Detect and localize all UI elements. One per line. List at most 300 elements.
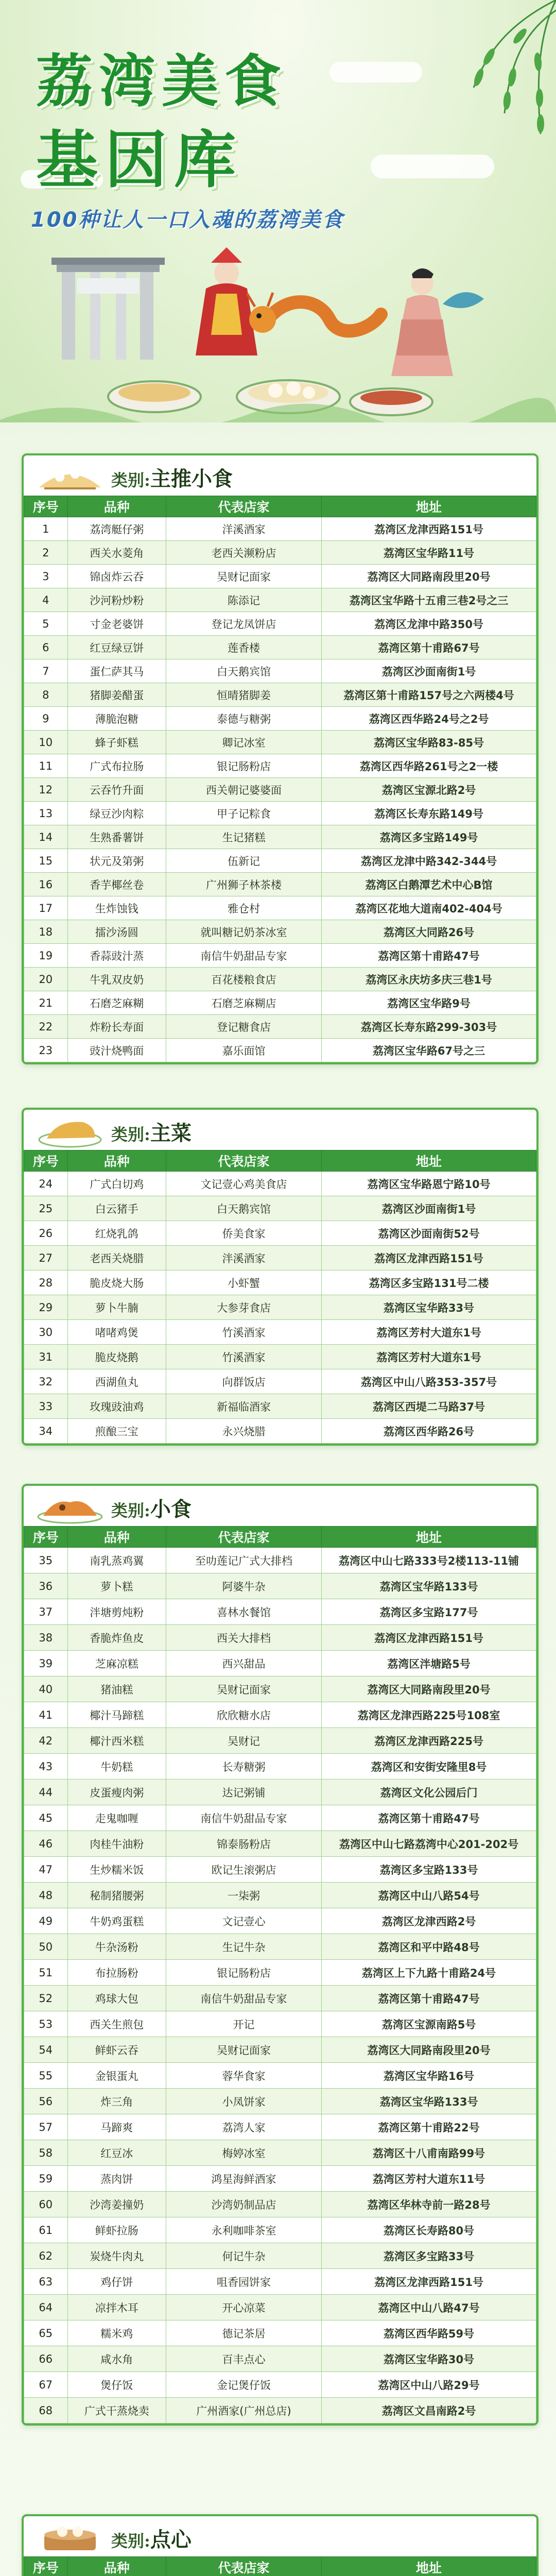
cell-address: 荔湾区第十甫路67号 <box>322 636 536 659</box>
cell-address: 荔湾区十八甫南路99号 <box>322 2140 536 2166</box>
food-illustration-icon <box>34 1111 106 1151</box>
cell-shop: 长寿糖粥 <box>166 1754 321 1780</box>
cell-shop: 何记牛杂 <box>166 2243 321 2269</box>
table-row <box>24 731 536 754</box>
table-row <box>24 1780 536 1805</box>
table-row <box>24 1295 536 1320</box>
table-row <box>24 541 536 565</box>
cell-no: 7 <box>24 659 68 683</box>
food-illustration-icon <box>34 1487 106 1527</box>
slogan: 100种让人一口入魂的荔湾美食 <box>31 208 344 232</box>
cell-shop: 梅婷冰室 <box>166 2140 321 2166</box>
page-subtitle: 基因库 <box>36 124 243 196</box>
col-header-name: 品种 <box>67 496 166 517</box>
table-row <box>24 2140 536 2166</box>
table-row <box>24 825 536 849</box>
food-table <box>24 496 536 1062</box>
cell-shop: 甲子记粽食 <box>166 802 321 825</box>
table-row <box>24 707 536 731</box>
cell-name: 猪油糕 <box>67 1676 166 1702</box>
cell-shop: 侨美食家 <box>166 1221 321 1246</box>
cell-name: 云吞竹升面 <box>67 778 166 802</box>
food-table <box>24 1150 536 1444</box>
cell-no: 15 <box>24 849 68 873</box>
cell-shop: 石磨芝麻糊店 <box>166 991 321 1015</box>
cell-shop: 吴财记面家 <box>166 1676 321 1702</box>
cell-address: 荔湾区龙津西路151号 <box>322 1625 536 1651</box>
cell-no: 44 <box>24 1780 68 1805</box>
cell-address: 荔湾区长寿东路299-303号 <box>322 1015 536 1039</box>
table-row <box>24 849 536 873</box>
col-header-address: 地址 <box>322 496 536 517</box>
cell-address: 荔湾区中山七路荔湾中心201-202号 <box>322 1831 536 1857</box>
cell-address: 荔湾区宝华路30号 <box>322 2346 536 2372</box>
section-3 <box>22 1484 538 2426</box>
cell-no: 46 <box>24 1831 68 1857</box>
cell-address: 荔湾区宝华路16号 <box>322 2063 536 2089</box>
page-title: 荔湾美食 <box>36 48 287 114</box>
cell-no: 59 <box>24 2166 68 2192</box>
table-row <box>24 1345 536 1369</box>
cell-name: 鲜虾拉肠 <box>67 2217 166 2243</box>
cell-shop: 生记猪糕 <box>166 825 321 849</box>
cell-name: 西湖鱼丸 <box>67 1369 166 1394</box>
cell-name: 生炸蚀钱 <box>67 896 166 920</box>
cell-name: 南乳蒸鸡翼 <box>67 1548 166 1573</box>
food-illustration-icon <box>34 456 106 497</box>
table-row <box>24 2295 536 2320</box>
cell-no: 45 <box>24 1805 68 1831</box>
table-row <box>24 2398 536 2424</box>
cell-no: 17 <box>24 896 68 920</box>
col-header-name: 品种 <box>67 1527 166 1548</box>
cell-shop: 鸿星海鲜酒家 <box>166 2166 321 2192</box>
cell-name: 咸水角 <box>67 2346 166 2372</box>
cell-address: 荔湾区西华路26号 <box>322 1419 536 1444</box>
cell-name: 脆皮烧鹅 <box>67 1345 166 1369</box>
cell-address: 荔湾区龙津西路151号 <box>322 1246 536 1270</box>
table-row <box>24 2320 536 2346</box>
table-row <box>24 2243 536 2269</box>
cell-address: 荔湾区宝华路67号之三 <box>322 1039 536 1062</box>
table-row <box>24 1369 536 1394</box>
col-header-address: 地址 <box>322 1150 536 1172</box>
table-row <box>24 778 536 802</box>
table-row <box>24 1015 536 1039</box>
cell-name: 啫啫鸡煲 <box>67 1320 166 1345</box>
cell-address: 荔湾区宝华路恩宁路10号 <box>322 1172 536 1196</box>
lingnan-scene-illustration <box>0 242 556 422</box>
cell-shop: 开记 <box>166 2011 321 2037</box>
cell-shop: 小凤饼家 <box>166 2089 321 2114</box>
category-label: 类别: <box>111 1501 150 1520</box>
cell-shop: 文记壹心鸡美食店 <box>166 1172 321 1196</box>
cell-shop: 吴财记面家 <box>166 565 321 588</box>
table-row <box>24 1172 536 1196</box>
cell-name: 炸粉长寿面 <box>67 1015 166 1039</box>
cell-address: 荔湾区中山八路47号 <box>322 2295 536 2320</box>
cell-no: 48 <box>24 1883 68 1908</box>
cell-address: 荔湾区宝华路11号 <box>322 541 536 565</box>
section-header <box>24 1110 536 1150</box>
section-title <box>111 2523 192 2553</box>
cell-shop: 至叻莲记广式大排档 <box>166 1548 321 1573</box>
cell-shop: 荔湾人家 <box>166 2114 321 2140</box>
cell-no: 32 <box>24 1369 68 1394</box>
cell-address: 荔湾区龙津中路342-344号 <box>322 849 536 873</box>
cell-address: 荔湾区龙津西路225号 <box>322 1728 536 1754</box>
table-row <box>24 754 536 778</box>
cell-no: 4 <box>24 588 68 612</box>
cell-name: 薄脆泡糖 <box>67 707 166 731</box>
cell-address: 荔湾区文化公园后门 <box>322 1780 536 1805</box>
cell-no: 26 <box>24 1221 68 1246</box>
cell-no: 38 <box>24 1625 68 1651</box>
table-row <box>24 1986 536 2011</box>
willow-branch-icon <box>386 0 556 155</box>
table-row <box>24 636 536 659</box>
col-header-address: 地址 <box>322 2557 536 2576</box>
cell-name: 白云猪手 <box>67 1196 166 1221</box>
cell-shop: 欣欣糖水店 <box>166 1702 321 1728</box>
table-row <box>24 1394 536 1419</box>
cell-shop: 卿记冰室 <box>166 731 321 754</box>
table-row <box>24 2011 536 2037</box>
cell-no: 21 <box>24 991 68 1015</box>
cell-name: 走鬼咖喱 <box>67 1805 166 1831</box>
cell-shop: 登记龙凤饼店 <box>166 612 321 636</box>
cell-name: 擂沙汤圆 <box>67 920 166 944</box>
cell-name: 豉汁烧鸭面 <box>67 1039 166 1062</box>
table-row <box>24 2166 536 2192</box>
cell-shop: 竹溪酒家 <box>166 1320 321 1345</box>
col-header-name: 品种 <box>67 2557 166 2576</box>
cell-shop: 雅仓村 <box>166 896 321 920</box>
cell-address: 荔湾区龙津西路225号108室 <box>322 1702 536 1728</box>
col-header-address: 地址 <box>322 1527 536 1548</box>
cell-shop: 吴财记 <box>166 1728 321 1754</box>
cell-address: 荔湾区芳村大道东1号 <box>322 1345 536 1369</box>
opera-figure-icon <box>196 247 257 355</box>
cell-address: 荔湾区芳村大道东1号 <box>322 1320 536 1345</box>
table-row <box>24 1676 536 1702</box>
cell-shop: 南信牛奶甜品专家 <box>166 1986 321 2011</box>
cell-name: 炭烧牛肉丸 <box>67 2243 166 2269</box>
table-row <box>24 873 536 896</box>
cell-no: 63 <box>24 2269 68 2295</box>
cell-name: 寸金老婆饼 <box>67 612 166 636</box>
table-row <box>24 920 536 944</box>
cell-shop: 文记壹心 <box>166 1908 321 1934</box>
table-row <box>24 1728 536 1754</box>
cell-shop: 嘉乐面馆 <box>166 1039 321 1062</box>
cell-name: 生炒糯米饭 <box>67 1857 166 1883</box>
cell-name: 荔湾艇仔粥 <box>67 517 166 541</box>
cell-shop: 永兴烧腊 <box>166 1419 321 1444</box>
cell-shop: 金记煲仔饭 <box>166 2372 321 2398</box>
table-row <box>24 1196 536 1221</box>
cell-address: 荔湾区宝源北路2号 <box>322 778 536 802</box>
cell-name: 牛奶鸡蛋糕 <box>67 1908 166 1934</box>
cell-no: 13 <box>24 802 68 825</box>
cell-shop: 泰德与糖粥 <box>166 707 321 731</box>
cell-no: 8 <box>24 683 68 707</box>
cell-name: 秘制猪腰粥 <box>67 1883 166 1908</box>
table-row <box>24 2063 536 2089</box>
cell-no: 47 <box>24 1857 68 1883</box>
cell-address: 荔湾区多宝路149号 <box>322 825 536 849</box>
table-row <box>24 2037 536 2063</box>
cell-no: 50 <box>24 1934 68 1960</box>
cell-name: 萝卜糕 <box>67 1573 166 1599</box>
section-title <box>111 1493 192 1522</box>
cell-no: 31 <box>24 1345 68 1369</box>
cell-name: 金银蛋丸 <box>67 2063 166 2089</box>
cell-no: 61 <box>24 2217 68 2243</box>
section-4 <box>22 2514 538 2576</box>
cell-name: 广式白切鸡 <box>67 1172 166 1196</box>
cell-address: 荔湾区大同路南段里20号 <box>322 1676 536 1702</box>
cell-no: 37 <box>24 1599 68 1625</box>
table-row <box>24 612 536 636</box>
cell-address: 荔湾区多宝路133号 <box>322 1857 536 1883</box>
cell-no: 64 <box>24 2295 68 2320</box>
cell-address: 荔湾区花地大道南402-404号 <box>322 896 536 920</box>
section-2 <box>22 1108 538 1446</box>
cell-address: 荔湾区中山七路333号2楼113-11铺 <box>322 1548 536 1573</box>
cell-address: 荔湾区宝华路83-85号 <box>322 731 536 754</box>
cell-shop: 沙湾奶制品店 <box>166 2192 321 2217</box>
cell-no: 66 <box>24 2346 68 2372</box>
col-header-shop: 代表店家 <box>166 1150 321 1172</box>
table-row <box>24 1419 536 1444</box>
cell-no: 10 <box>24 731 68 754</box>
cell-shop: 就叫糖记奶茶冰室 <box>166 920 321 944</box>
cell-name: 香脆炸鱼皮 <box>67 1625 166 1651</box>
cell-address: 荔湾区中山八路353-357号 <box>322 1369 536 1394</box>
section-1 <box>22 453 538 1064</box>
cell-address: 荔湾区文昌南路2号 <box>322 2398 536 2424</box>
cell-name: 牛奶糕 <box>67 1754 166 1780</box>
cell-no: 54 <box>24 2037 68 2063</box>
cell-shop: 向群饭店 <box>166 1369 321 1394</box>
cell-address: 荔湾区沙面南街1号 <box>322 1196 536 1221</box>
cell-address: 荔湾区宝华路9号 <box>322 991 536 1015</box>
table-row <box>24 1883 536 1908</box>
cell-shop: 广州酒家(广州总店) <box>166 2398 321 2424</box>
cell-address: 荔湾区西华路24号之2号 <box>322 707 536 731</box>
cell-address: 荔湾区和安街安隆里8号 <box>322 1754 536 1780</box>
table-row <box>24 2346 536 2372</box>
cell-no: 22 <box>24 1015 68 1039</box>
cell-name: 芝麻凉糕 <box>67 1651 166 1676</box>
cell-shop: 老西关濒粉店 <box>166 541 321 565</box>
cell-no: 24 <box>24 1172 68 1196</box>
col-header-shop: 代表店家 <box>166 496 321 517</box>
cell-name: 牛杂汤粉 <box>67 1934 166 1960</box>
cell-no: 20 <box>24 968 68 991</box>
cell-shop: 新福临酒家 <box>166 1394 321 1419</box>
cell-no: 23 <box>24 1039 68 1062</box>
food-illustration-icon <box>34 2517 106 2557</box>
cell-name: 鲜虾云吞 <box>67 2037 166 2063</box>
cell-name: 红豆绿豆饼 <box>67 636 166 659</box>
cell-name: 萝卜牛腩 <box>67 1295 166 1320</box>
lady-figure-icon <box>391 268 484 376</box>
cell-name: 脆皮烧大肠 <box>67 1270 166 1295</box>
table-row <box>24 2217 536 2243</box>
cell-no: 56 <box>24 2089 68 2114</box>
cell-address: 荔湾区宝源南路5号 <box>322 2011 536 2037</box>
cell-shop: 大参芽食店 <box>166 1295 321 1320</box>
table-row <box>24 1599 536 1625</box>
col-header-shop: 代表店家 <box>166 1527 321 1548</box>
cell-no: 11 <box>24 754 68 778</box>
cell-shop: 广州狮子林茶楼 <box>166 873 321 896</box>
cell-no: 58 <box>24 2140 68 2166</box>
cell-no: 19 <box>24 944 68 968</box>
category-name: 小食 <box>150 1497 192 1521</box>
cell-name: 红豆冰 <box>67 2140 166 2166</box>
cell-address: 荔湾区芳村大道东11号 <box>322 2166 536 2192</box>
cell-shop: 泮溪酒家 <box>166 1246 321 1270</box>
cell-shop: 南信牛奶甜品专家 <box>166 1805 321 1831</box>
cell-no: 49 <box>24 1908 68 1934</box>
table-row <box>24 944 536 968</box>
cell-address: 荔湾区永庆坊多庆三巷1号 <box>322 968 536 991</box>
cell-shop: 百丰点心 <box>166 2346 321 2372</box>
category-label: 类别: <box>111 470 150 490</box>
cell-no: 9 <box>24 707 68 731</box>
category-label: 类别: <box>111 1125 150 1144</box>
table-row <box>24 2269 536 2295</box>
cell-shop: 洋溪酒家 <box>166 517 321 541</box>
cell-no: 68 <box>24 2398 68 2424</box>
cell-name: 广式布拉肠 <box>67 754 166 778</box>
table-row <box>24 1908 536 1934</box>
cell-address: 荔湾区西华路59号 <box>322 2320 536 2346</box>
cell-no: 28 <box>24 1270 68 1295</box>
cell-name: 蜂子虾糕 <box>67 731 166 754</box>
cell-shop: 陈添记 <box>166 588 321 612</box>
cell-no: 40 <box>24 1676 68 1702</box>
cell-address: 荔湾区龙津西路151号 <box>322 2269 536 2295</box>
table-row <box>24 588 536 612</box>
cell-name: 玫瑰豉油鸡 <box>67 1394 166 1419</box>
cell-name: 鸡仔饼 <box>67 2269 166 2295</box>
table-row <box>24 1573 536 1599</box>
table-row <box>24 1320 536 1345</box>
cell-no: 14 <box>24 825 68 849</box>
cell-name: 沙河粉炒粉 <box>67 588 166 612</box>
table-row <box>24 1246 536 1270</box>
cell-shop: 一柒粥 <box>166 1883 321 1908</box>
cell-address: 荔湾区中山八路54号 <box>322 1883 536 1908</box>
cell-shop: 欧记生滚粥店 <box>166 1857 321 1883</box>
category-label: 类别: <box>111 2531 150 2551</box>
cell-address: 荔湾区沙面南街1号 <box>322 659 536 683</box>
table-row <box>24 1270 536 1295</box>
category-name: 主菜 <box>150 1121 192 1145</box>
cell-no: 5 <box>24 612 68 636</box>
cell-address: 荔湾区沙面南街52号 <box>322 1221 536 1246</box>
cell-no: 41 <box>24 1702 68 1728</box>
cell-name: 石磨芝麻糊 <box>67 991 166 1015</box>
table-row <box>24 1805 536 1831</box>
cell-shop: 西兴甜品 <box>166 1651 321 1676</box>
cell-no: 43 <box>24 1754 68 1780</box>
cell-shop: 竹溪酒家 <box>166 1345 321 1369</box>
cell-address: 荔湾区第十甫路157号之六两楼4号 <box>322 683 536 707</box>
table-row <box>24 565 536 588</box>
cell-no: 53 <box>24 2011 68 2037</box>
cell-no: 39 <box>24 1651 68 1676</box>
col-header-no: 序号 <box>24 1150 68 1172</box>
cell-shop: 西关朝记婆婆面 <box>166 778 321 802</box>
cell-no: 12 <box>24 778 68 802</box>
section-header <box>24 2516 536 2556</box>
table-row <box>24 2089 536 2114</box>
cell-no: 57 <box>24 2114 68 2140</box>
cell-name: 泮塘剪炖粉 <box>67 1599 166 1625</box>
cell-shop: 阿婆牛杂 <box>166 1573 321 1599</box>
cell-name: 广式干蒸烧卖 <box>67 2398 166 2424</box>
table-row <box>24 2114 536 2140</box>
cell-address: 荔湾区龙津西路2号 <box>322 1908 536 1934</box>
table-row <box>24 1548 536 1573</box>
col-header-no: 序号 <box>24 1527 68 1548</box>
section-header <box>24 455 536 496</box>
cell-no: 65 <box>24 2320 68 2346</box>
cell-address: 荔湾区多宝路131号二楼 <box>322 1270 536 1295</box>
table-row <box>24 968 536 991</box>
section-header <box>24 1486 536 1526</box>
cell-shop: 白天鹅宾馆 <box>166 659 321 683</box>
cell-no: 30 <box>24 1320 68 1345</box>
cell-name: 煎酿三宝 <box>67 1419 166 1444</box>
cell-shop: 达记粥铺 <box>166 1780 321 1805</box>
cell-name: 红烧乳鸽 <box>67 1221 166 1246</box>
cell-no: 3 <box>24 565 68 588</box>
food-table <box>24 2556 536 2576</box>
arch-gate-icon <box>51 258 165 360</box>
cell-address: 荔湾区龙津中路350号 <box>322 612 536 636</box>
cell-name: 绿豆沙肉粽 <box>67 802 166 825</box>
cell-no: 27 <box>24 1246 68 1270</box>
cell-no: 42 <box>24 1728 68 1754</box>
cell-shop: 锦泰肠粉店 <box>166 1831 321 1857</box>
cell-name: 锦卤炸云吞 <box>67 565 166 588</box>
cell-name: 糯米鸡 <box>67 2320 166 2346</box>
cell-shop: 永利咖啡茶室 <box>166 2217 321 2243</box>
cell-address: 荔湾区多宝路33号 <box>322 2243 536 2269</box>
table-row <box>24 1702 536 1728</box>
cell-address: 荔湾区龙津西路151号 <box>322 517 536 541</box>
cell-shop: 吴财记面家 <box>166 2037 321 2063</box>
cell-address: 荔湾区第十甫路47号 <box>322 1805 536 1831</box>
cell-shop: 莲香楼 <box>166 636 321 659</box>
table-row <box>24 1221 536 1246</box>
table-row <box>24 659 536 683</box>
cell-address: 荔湾区西堤二马路37号 <box>322 1394 536 1419</box>
cell-address: 荔湾区第十甫路22号 <box>322 2114 536 2140</box>
cell-no: 51 <box>24 1960 68 1986</box>
cell-shop: 咀香园饼家 <box>166 2269 321 2295</box>
cell-shop: 蓉华食家 <box>166 2063 321 2089</box>
cell-name: 猪脚姜醋蛋 <box>67 683 166 707</box>
cell-address: 荔湾区长寿东路149号 <box>322 802 536 825</box>
cell-address: 荔湾区宝华路33号 <box>322 1295 536 1320</box>
